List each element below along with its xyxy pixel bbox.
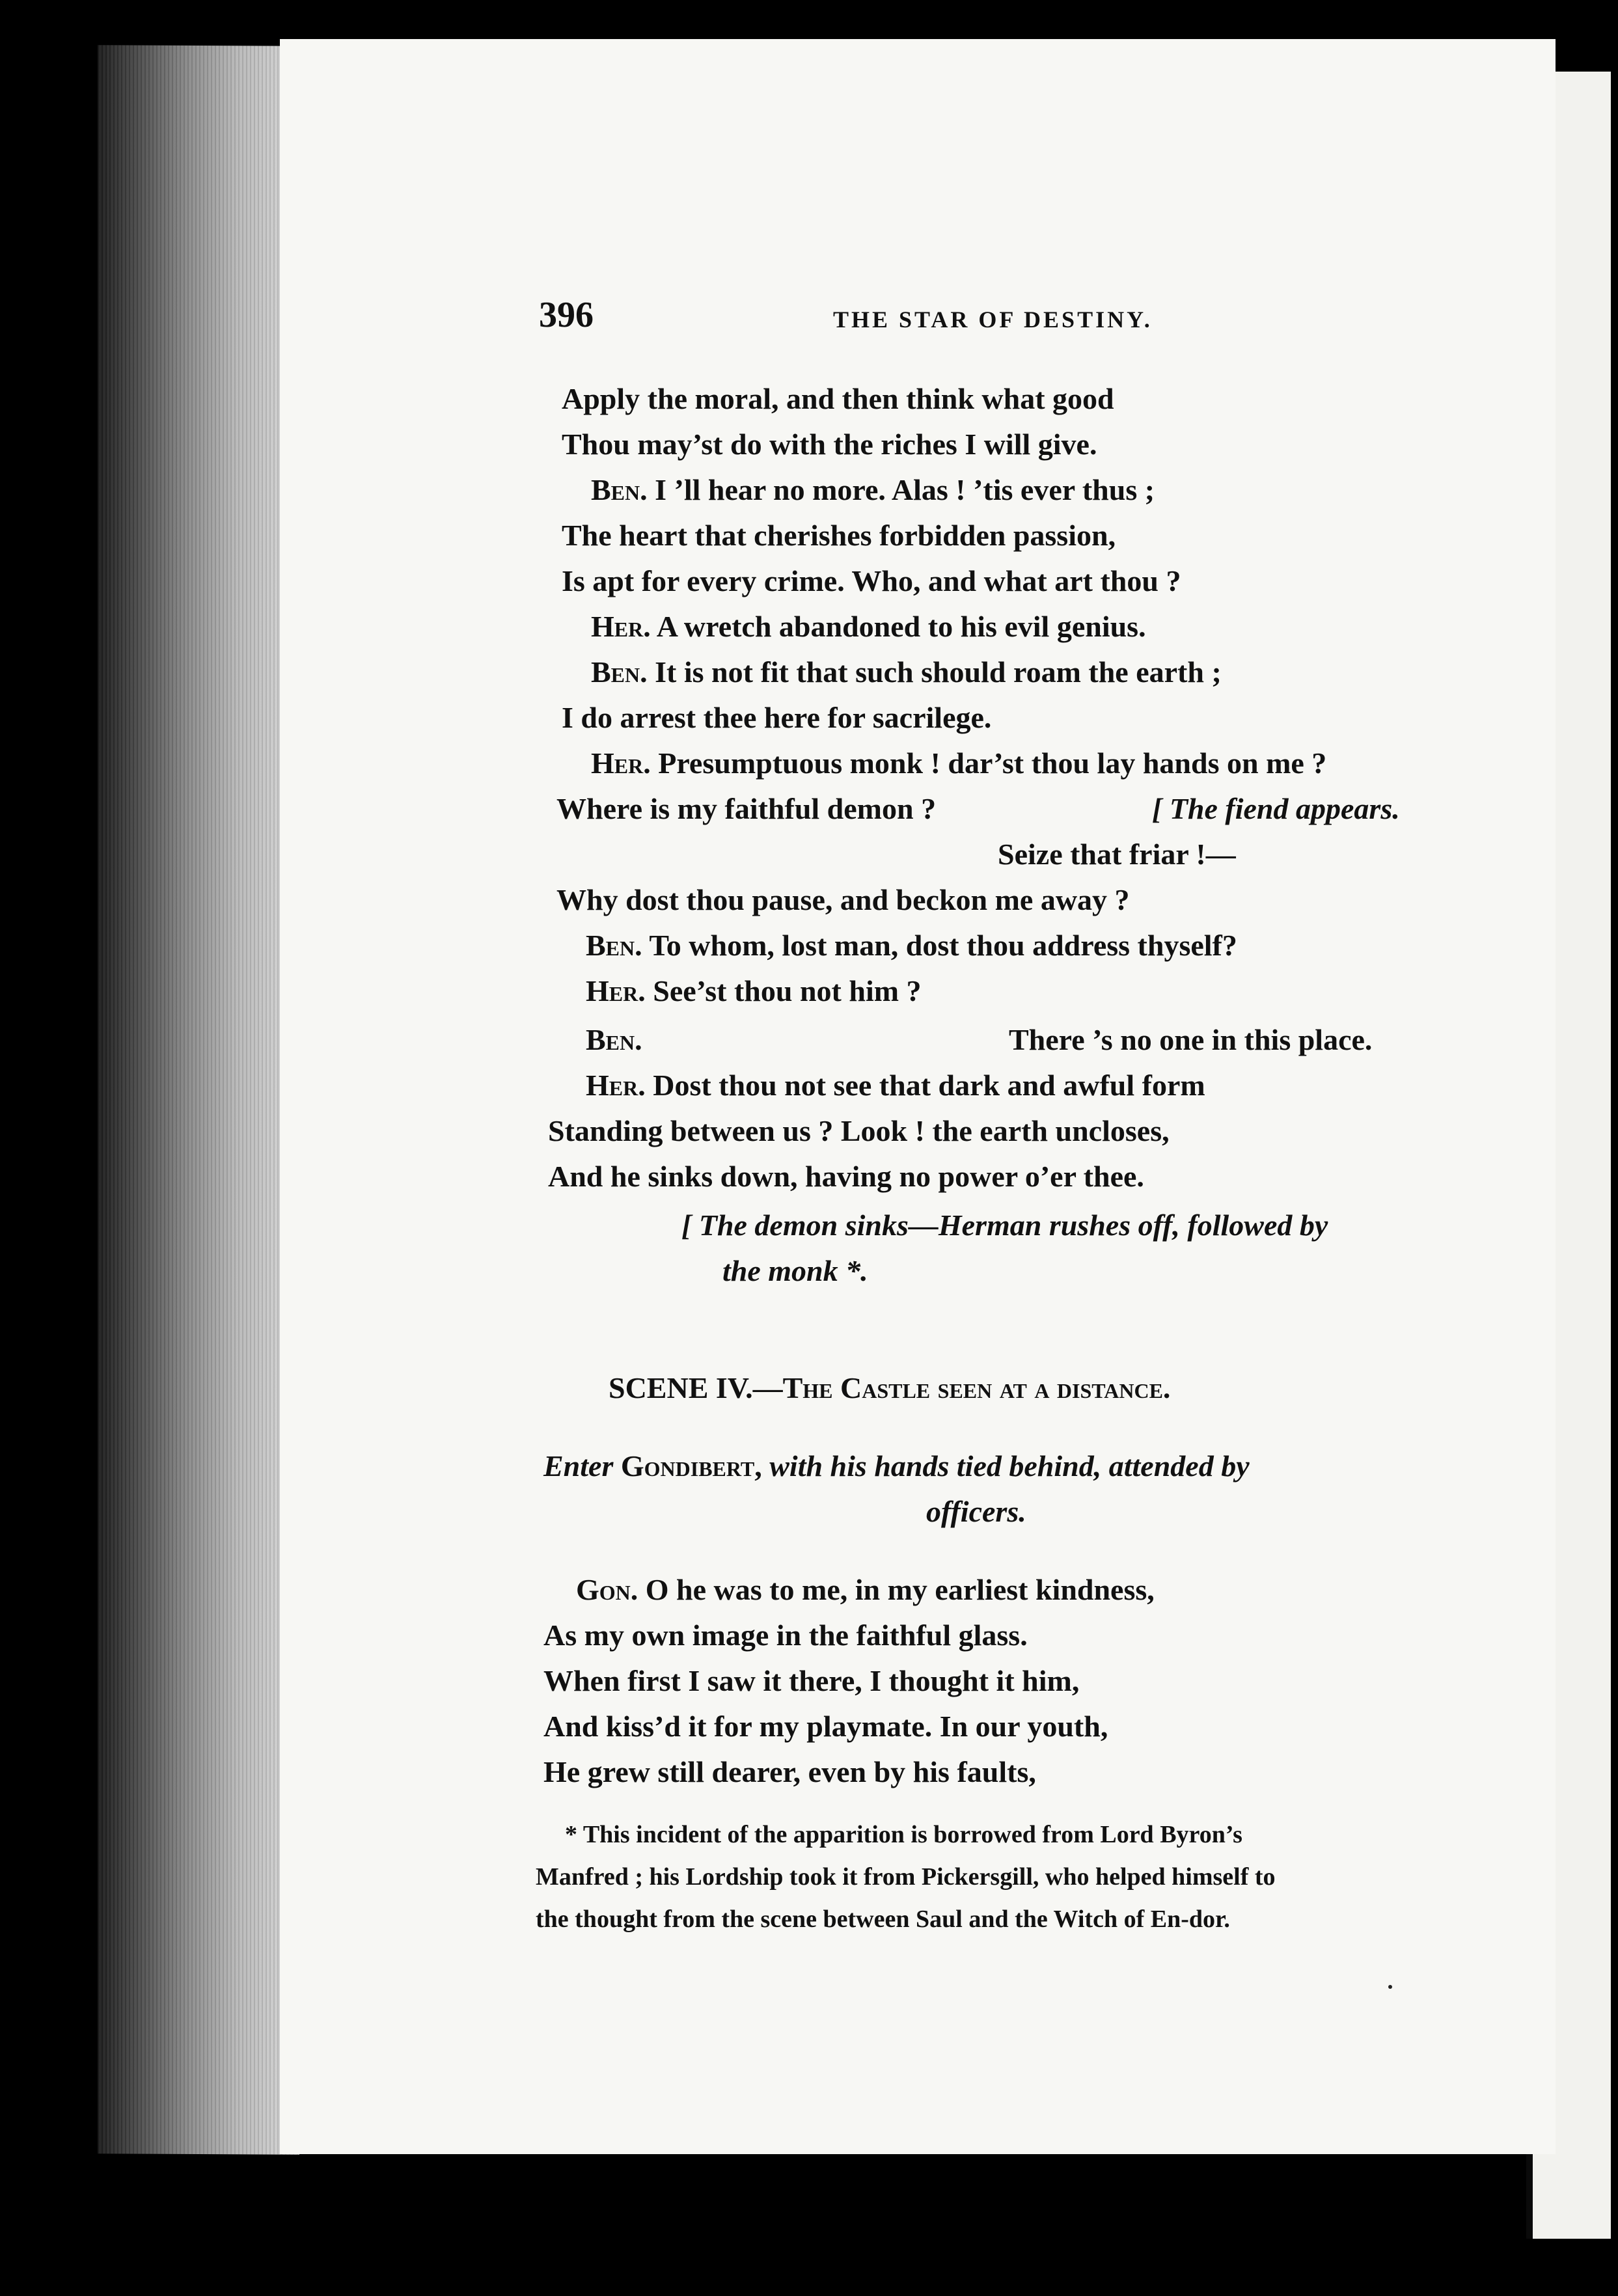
speech-text: It is not fit that such should roam the earth ;	[655, 655, 1222, 689]
speaker-name: Her.	[591, 746, 651, 780]
verse-line: Why dost thou pause, and beckon me away ?	[556, 883, 1130, 916]
dialogue-line	[591, 475, 1155, 505]
speaker-name: Her.	[591, 610, 651, 643]
verse-line: Where is my faithful demon ?	[556, 792, 937, 825]
footnote-line: the thought from the scene between Saul and the Witch of En-dor.	[536, 1906, 1230, 1933]
entrance-rest: with his hands tied behind, attended by	[769, 1449, 1250, 1483]
speech-text: Presumptuous monk ! dar’st thou lay hands on me ?	[658, 746, 1327, 780]
speaker-name: Ben.	[591, 655, 648, 689]
dialogue-line	[586, 931, 1237, 961]
speech-text: A wretch abandoned to his evil genius.	[656, 610, 1146, 643]
verse-line: Apply the moral, and then think what good	[562, 382, 1114, 415]
verse-line: The heart that cherishes forbidden passion,	[562, 519, 1116, 552]
speech-text: To whom, lost man, dost thou address thyself?	[649, 929, 1237, 962]
verse-line: Thou may’st do with the riches I will give.	[562, 428, 1097, 461]
book-page	[280, 39, 1556, 2154]
speech-text: I ’ll hear no more. Alas ! ’tis ever thus ;	[655, 473, 1155, 506]
dialogue-line	[591, 612, 1146, 642]
dialogue-line	[586, 1071, 1205, 1100]
book-edge	[98, 45, 299, 2155]
verse-line: Standing between us ? Look ! the earth uncloses,	[548, 1114, 1170, 1147]
speaker-name: Her.	[586, 974, 646, 1007]
speech-text: See’st thou not him ?	[653, 974, 922, 1007]
speech-text: There ’s no one in this place.	[1009, 1023, 1373, 1056]
speaker-name: Ben.	[586, 929, 642, 962]
verse-line: And kiss’d it for my playmate. In our youth,	[543, 1710, 1108, 1743]
scene-title: The Castle seen at a distance.	[782, 1371, 1171, 1404]
speech-text: O he was to me, in my earliest kindness,	[645, 1573, 1155, 1606]
stage-direction: the monk *.	[722, 1254, 868, 1287]
speaker-name: Ben.	[591, 473, 648, 506]
entrance-character: Gondibert,	[620, 1449, 762, 1483]
page-body	[280, 39, 1556, 2154]
entrance-direction	[543, 1451, 1250, 1481]
ink-speck	[1388, 1985, 1392, 1989]
stage-direction: [ The fiend appears.	[1152, 792, 1400, 825]
verse-line: I do arrest thee here for sacrilege.	[562, 701, 992, 734]
dialogue-line	[576, 1575, 1155, 1605]
entrance-direction-cont: officers.	[926, 1495, 1026, 1528]
verse-line: Is apt for every crime. Who, and what art thou ?	[562, 564, 1181, 597]
running-title: THE STAR OF DESTINY.	[833, 307, 1153, 333]
entrance-enter: Enter	[543, 1449, 614, 1483]
verse-line: He grew still dearer, even by his faults,	[543, 1755, 1036, 1788]
verse-line: When first I saw it there, I thought it him,	[543, 1664, 1080, 1697]
dialogue-line	[586, 1025, 642, 1055]
speaker-name: Gon.	[576, 1573, 638, 1606]
verse-line: As my own image in the faithful glass.	[543, 1619, 1028, 1652]
page-number: 396	[539, 295, 594, 335]
verse-line: Seize that friar !—	[998, 838, 1236, 871]
dialogue-line	[586, 976, 922, 1006]
dialogue-line	[591, 748, 1326, 778]
verse-line: And he sinks down, having no power o’er thee.	[548, 1160, 1144, 1193]
stage-direction: [ The demon sinks—Herman rushes off, followed by	[681, 1209, 1328, 1242]
dialogue-line	[591, 657, 1222, 687]
speaker-name: Ben.	[586, 1023, 642, 1056]
scene-heading	[609, 1373, 1170, 1403]
footnote-line: * This incident of the apparition is borrowed from Lord Byron’s	[565, 1821, 1242, 1848]
footnote-line: Manfred ; his Lordship took it from Pickersgill, who helped himself to	[536, 1863, 1276, 1891]
speaker-name: Her.	[586, 1069, 646, 1102]
scene-number: SCENE IV.—	[609, 1371, 783, 1404]
speech-text: Dost thou not see that dark and awful form	[653, 1069, 1205, 1102]
